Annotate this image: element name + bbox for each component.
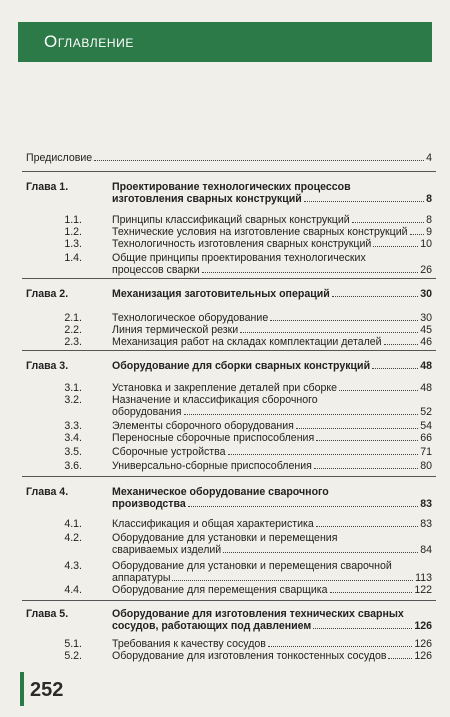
leader-dots xyxy=(188,506,418,507)
chapter-separator xyxy=(22,600,436,601)
section-number: 4.2. xyxy=(64,532,82,544)
section-number: 4.4. xyxy=(64,584,82,596)
entry-title-line: Назначение и классификация сборочного xyxy=(112,394,318,406)
entry-title-line: аппаратуры xyxy=(112,572,171,584)
entry-title-line: Предисловие xyxy=(26,152,93,164)
section-number: 5.1. xyxy=(64,638,82,650)
section-number: 2.2. xyxy=(64,324,82,336)
toc-entry[interactable] xyxy=(26,252,432,277)
page-ref: 45 xyxy=(420,324,432,336)
toc-entry[interactable] xyxy=(26,532,432,557)
toc-entry[interactable] xyxy=(26,446,432,459)
entry-title-line: оборудования xyxy=(112,406,182,418)
entry-title-line: процессов сварки xyxy=(112,264,200,276)
entry-title-line: Технологическое оборудование xyxy=(112,312,269,324)
page-ref: 66 xyxy=(420,432,432,444)
toc-entry[interactable] xyxy=(26,650,432,663)
page-number: 252 xyxy=(30,679,64,701)
entry-title-line: Оборудование для изготовления тонкостенных сосудов xyxy=(112,650,387,662)
page-ref: 9 xyxy=(426,226,432,238)
page-ref: 71 xyxy=(420,446,432,458)
entry-title-line: Элементы сборочного оборудования xyxy=(112,420,294,432)
page-ref: 4 xyxy=(426,152,432,164)
section-number: 1.2. xyxy=(64,226,82,238)
section-number: 3.5. xyxy=(64,446,82,458)
section-number: 3.2. xyxy=(64,394,82,406)
toc-title: Оглавление xyxy=(44,32,134,51)
entry-title-line: Классификация и общая характеристика xyxy=(112,518,314,530)
chapter-separator xyxy=(22,171,436,172)
page-ref: 84 xyxy=(420,544,432,556)
chapter-separator xyxy=(22,476,436,477)
entry-title-line: Проектирование технологических процессов xyxy=(112,181,351,193)
page-ref: 126 xyxy=(414,620,432,632)
toc-chapter-entry[interactable] xyxy=(26,288,432,301)
toc-entry[interactable] xyxy=(26,560,432,585)
leader-dots xyxy=(296,428,418,429)
section-number: 1.1. xyxy=(64,214,82,226)
leader-dots xyxy=(270,320,418,321)
entry-title-line: Универсально-сборные приспособления xyxy=(112,460,312,472)
toc-chapter-entry[interactable] xyxy=(26,360,432,373)
page-ref: 113 xyxy=(415,572,432,584)
page-ref: 48 xyxy=(420,382,432,394)
section-number: 3.6. xyxy=(64,460,82,472)
leader-dots xyxy=(352,222,424,223)
entry-title-line: Технические условия на изготовление сварных конструкций xyxy=(112,226,408,238)
entry-title-line: Общие принципы проектирования технологических xyxy=(112,252,366,264)
entry-title-line: Оборудование для перемещения сварщика xyxy=(112,584,328,596)
toc-entry[interactable] xyxy=(26,460,432,473)
page-ref: 46 xyxy=(420,336,432,348)
page-ref: 80 xyxy=(420,460,432,472)
section-number: 2.1. xyxy=(64,312,82,324)
leader-dots xyxy=(373,246,418,247)
entry-title-line: изготовления сварных конструкций xyxy=(112,193,302,205)
chapter-number: Глава 1. xyxy=(26,181,69,193)
entry-title-line: Оборудование для установки и перемещения xyxy=(112,532,338,544)
entry-title-line: Сборочные устройства xyxy=(112,446,226,458)
leader-dots xyxy=(223,552,418,553)
leader-dots xyxy=(388,658,412,659)
chapter-number: Глава 3. xyxy=(26,360,69,372)
entry-title-line: Переносные сборочные приспособления xyxy=(112,432,315,444)
leader-dots xyxy=(314,468,418,469)
page-ref: 8 xyxy=(426,193,432,205)
page-ref: 122 xyxy=(414,584,432,596)
toc-chapter-entry[interactable] xyxy=(26,608,432,633)
page-ref: 10 xyxy=(420,238,432,250)
leader-dots xyxy=(240,332,418,333)
entry-title-line: Оборудование для сборки сварных конструкций xyxy=(112,360,371,372)
entry-title-line: Оборудование для установки и перемещения сварочной xyxy=(112,560,392,572)
section-number: 1.4. xyxy=(64,252,82,264)
toc-entry[interactable] xyxy=(26,336,432,349)
section-number: 3.4. xyxy=(64,432,82,444)
leader-dots xyxy=(94,160,424,161)
page-ref: 126 xyxy=(414,638,432,650)
section-number: 5.2. xyxy=(64,650,82,662)
entry-title-line: Оборудование для изготовления технических сварных xyxy=(112,608,404,620)
page-ref: 126 xyxy=(414,650,432,662)
leader-dots xyxy=(332,296,418,297)
entry-title-line: производства xyxy=(112,498,186,510)
section-number: 4.3. xyxy=(64,560,82,572)
chapter-number: Глава 4. xyxy=(26,486,69,498)
page-ref: 30 xyxy=(420,288,432,300)
entry-title-line: Принципы классификаций сварных конструкций xyxy=(112,214,350,226)
section-number: 3.1. xyxy=(64,382,82,394)
section-number: 4.1. xyxy=(64,518,82,530)
leader-dots xyxy=(330,592,412,593)
leader-dots xyxy=(384,344,418,345)
toc-chapter-entry[interactable] xyxy=(26,181,432,206)
entry-title-line: сосудов, работающих под давлением xyxy=(112,620,312,632)
entry-title-line: Требования к качеству сосудов xyxy=(112,638,266,650)
entry-title-line: Линия термической резки xyxy=(112,324,239,336)
page-number-bar xyxy=(20,672,24,706)
section-number: 1.3. xyxy=(64,238,82,250)
toc-entry[interactable] xyxy=(26,152,432,165)
page-ref: 83 xyxy=(420,498,432,510)
section-number: 2.3. xyxy=(64,336,82,348)
entry-title-line: свариваемых изделий xyxy=(112,544,222,556)
page-ref: 52 xyxy=(420,406,432,418)
leader-dots xyxy=(410,234,424,235)
page-ref: 48 xyxy=(420,360,432,372)
leader-dots xyxy=(184,414,418,415)
leader-dots xyxy=(316,440,418,441)
toc-entry[interactable] xyxy=(26,238,432,251)
page-ref: 83 xyxy=(420,518,432,530)
entry-title-line: Технологичность изготовления сварных конструкций xyxy=(112,238,372,250)
chapter-number: Глава 2. xyxy=(26,288,69,300)
chapter-separator xyxy=(22,278,436,279)
entry-title-line: Механизация работ на складах комплектации деталей xyxy=(112,336,382,348)
leader-dots xyxy=(202,272,418,273)
entry-title-line: Установка и закрепление деталей при сборке xyxy=(112,382,338,394)
page-ref: 8 xyxy=(426,214,432,226)
page-ref: 26 xyxy=(420,264,432,276)
leader-dots xyxy=(172,580,413,581)
entry-title-line: Механизация заготовительных операций xyxy=(112,288,330,300)
toc-entry[interactable] xyxy=(26,394,432,419)
chapter-separator xyxy=(22,350,436,351)
section-number: 3.3. xyxy=(64,420,82,432)
leader-dots xyxy=(228,454,418,455)
leader-dots xyxy=(316,526,418,527)
page-ref: 54 xyxy=(420,420,432,432)
toc-chapter-entry[interactable] xyxy=(26,486,432,511)
leader-dots xyxy=(372,368,418,369)
leader-dots xyxy=(268,646,412,647)
chapter-number: Глава 5. xyxy=(26,608,69,620)
leader-dots xyxy=(304,201,424,202)
leader-dots xyxy=(313,628,412,629)
toc-entry[interactable] xyxy=(26,432,432,445)
entry-title-line: Механическое оборудование сварочного xyxy=(112,486,329,498)
toc-entry[interactable] xyxy=(26,518,432,531)
leader-dots xyxy=(339,390,418,391)
toc-entry[interactable] xyxy=(26,584,432,597)
page-ref: 30 xyxy=(420,312,432,324)
